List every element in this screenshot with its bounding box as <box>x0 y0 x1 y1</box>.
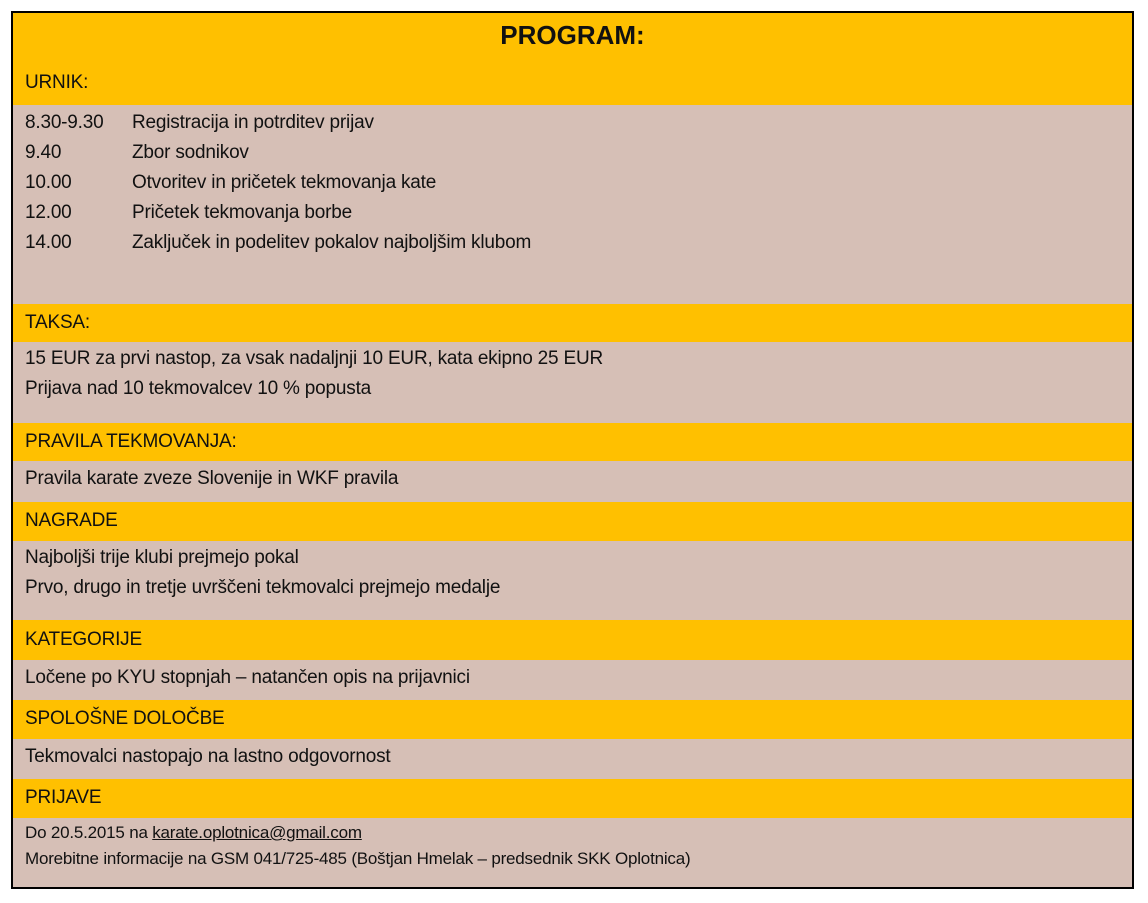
email-link[interactable]: karate.oplotnica@gmail.com <box>152 823 362 842</box>
page-title: PROGRAM: <box>500 20 645 50</box>
splosne-band <box>13 700 1132 739</box>
schedule-row <box>25 198 352 228</box>
splosne-heading: SPOLOŠNE DOLOČBE <box>25 708 225 729</box>
nagrade-band <box>13 502 1132 541</box>
nagrade-heading: NAGRADE <box>25 510 118 531</box>
splosne-content <box>13 739 1132 779</box>
pravila-line: Pravila karate zveze Slovenije in WKF pravila <box>25 468 399 489</box>
schedule-text: Registracija in potrditev prijav <box>132 112 374 133</box>
taksa-line: Prijava nad 10 tekmovalcev 10 % popusta <box>25 378 372 399</box>
nagrade-content <box>13 541 1132 620</box>
taksa-heading: TAKSA: <box>25 312 90 333</box>
nagrade-line: Prvo, drugo in tretje uvrščeni tekmovalci prejmejo medalje <box>25 577 501 598</box>
schedule-row <box>25 228 531 258</box>
kategorije-heading: KATEGORIJE <box>25 629 142 650</box>
program-document <box>11 11 1134 889</box>
taksa-band <box>13 304 1132 342</box>
schedule-row <box>25 138 249 168</box>
schedule-text: Pričetek tekmovanja borbe <box>132 202 352 223</box>
urnik-heading: URNIK: <box>25 72 89 93</box>
splosne-line: Tekmovalci nastopajo na lastno odgovornost <box>25 746 391 767</box>
taksa-line: 15 EUR za prvi nastop, za vsak nadaljnji 10 EUR, kata ekipno 25 EUR <box>25 348 604 369</box>
urnik-content <box>13 105 1132 304</box>
taksa-content <box>13 342 1132 423</box>
schedule-time: 12.00 <box>25 202 72 223</box>
schedule-time: 14.00 <box>25 232 72 253</box>
schedule-text: Zaključek in podelitev pokalov najboljšim klubom <box>132 232 532 253</box>
prijave-heading: PRIJAVE <box>25 787 102 808</box>
nagrade-line: Najboljši trije klubi prejmejo pokal <box>25 547 299 568</box>
schedule-time: 10.00 <box>25 172 72 193</box>
pravila-heading: PRAVILA TEKMOVANJA: <box>25 431 237 452</box>
prijave-content <box>13 818 1132 889</box>
schedule-time: 8.30-9.30 <box>25 112 104 133</box>
prijave-band <box>13 779 1132 818</box>
prijave-deadline <box>25 820 362 846</box>
prijave-deadline-text: Do 20.5.2015 na <box>25 823 153 842</box>
kategorije-band <box>13 620 1132 660</box>
schedule-row <box>25 108 374 138</box>
pravila-content <box>13 461 1132 502</box>
kategorije-content <box>13 660 1132 700</box>
prijave-info: Morebitne informacije na GSM 041/725-485 (Boštjan Hmelak – predsednik SKK Oplotnica) <box>25 849 691 868</box>
pravila-band <box>13 423 1132 461</box>
schedule-row <box>25 168 436 198</box>
schedule-text: Zbor sodnikov <box>132 142 249 163</box>
title-band <box>13 13 1132 105</box>
schedule-time: 9.40 <box>25 142 62 163</box>
kategorije-line: Ločene po KYU stopnjah – natančen opis na prijavnici <box>25 667 470 688</box>
schedule-text: Otvoritev in pričetek tekmovanja kate <box>132 172 437 193</box>
